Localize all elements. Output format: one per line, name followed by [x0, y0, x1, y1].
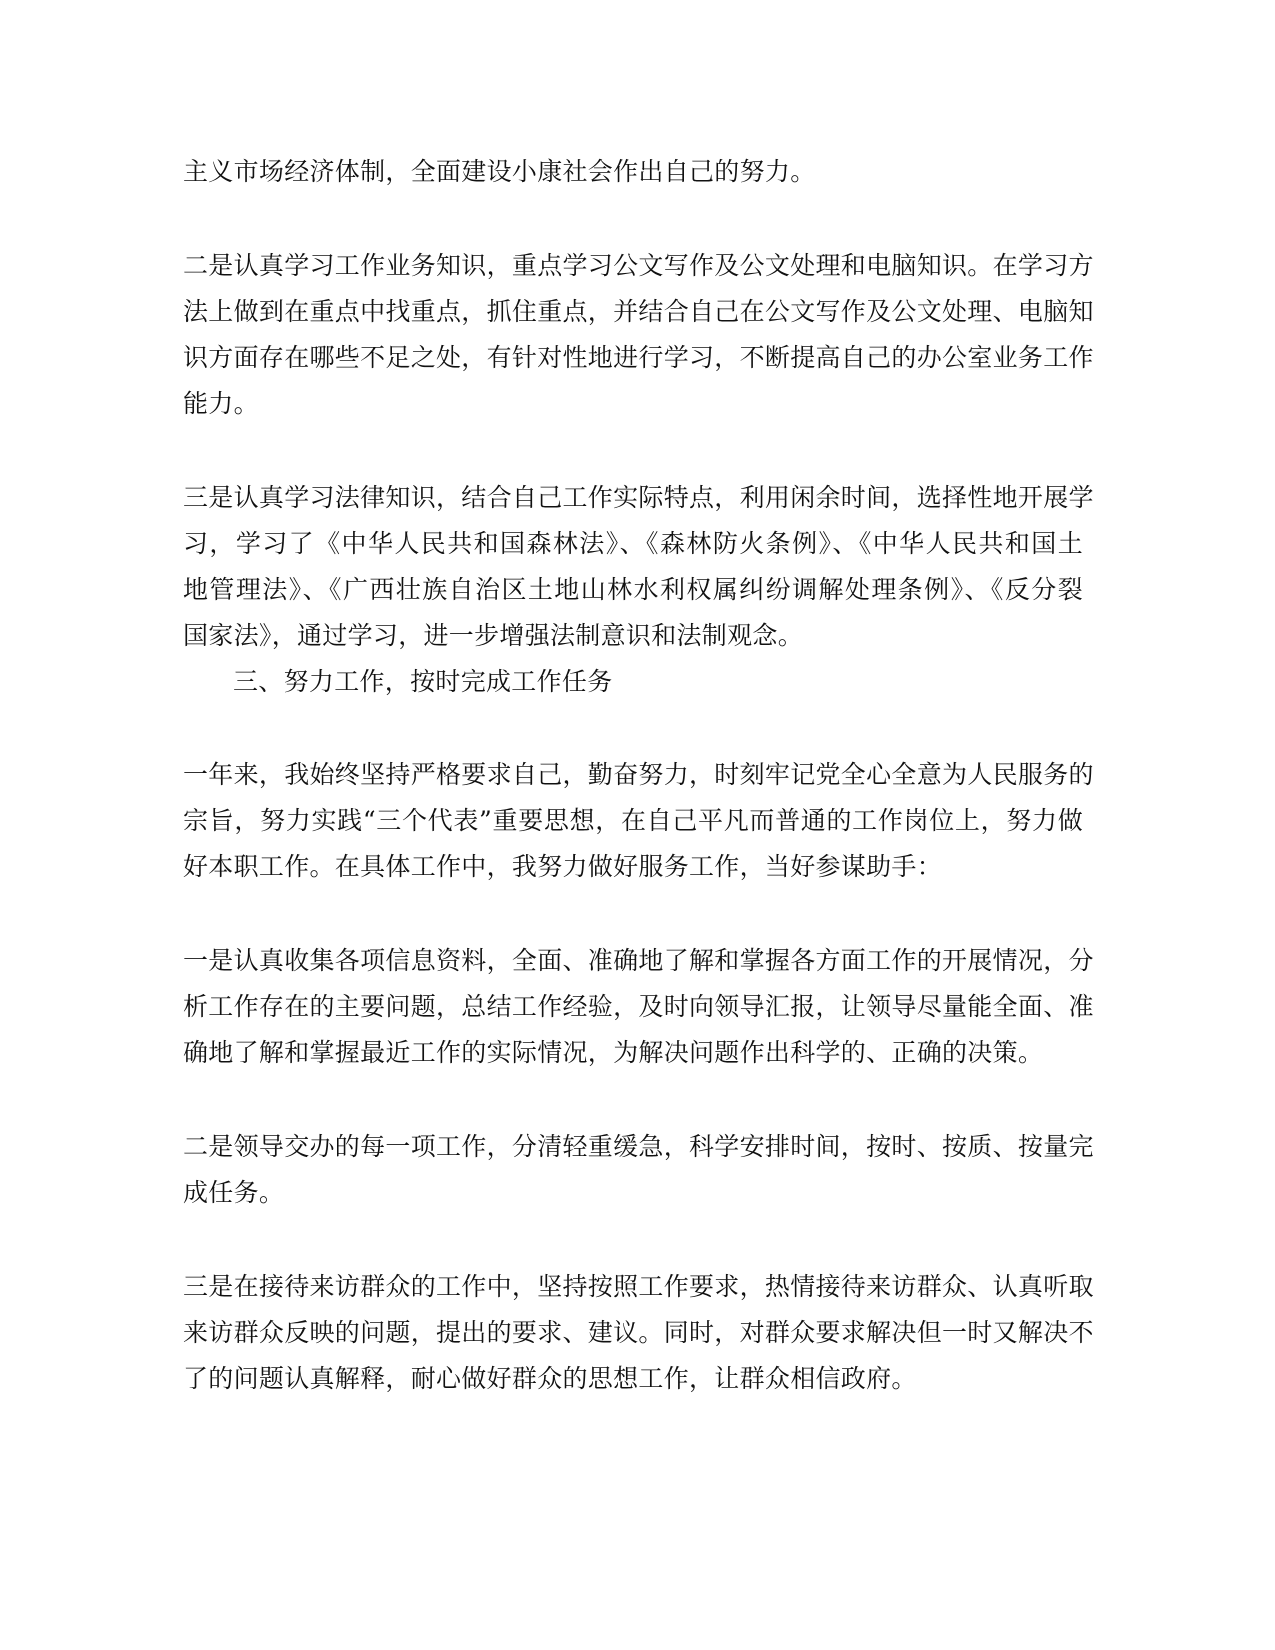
section-heading: 三、努力工作，按时完成工作任务: [233, 667, 613, 696]
text-line: 三是在接待来访群众的工作中，坚持按照工作要求，热情接待来访群众、认真听取: [183, 1272, 1094, 1301]
text-line: 了的问题认真解释，耐心做好群众的思想工作，让群众相信政府。: [183, 1364, 917, 1393]
text-line: 习，学习了《中华人民共和国森林法》、《森林防火条例》、《中华人民共和国土: [183, 529, 1083, 558]
text-line: 一是认真收集各项信息资料，全面、准确地了解和掌握各方面工作的开展情况，分: [183, 946, 1094, 975]
text-line: 地管理法》、《广西壮族自治区土地山林水利权属纠纷调解处理条例》、《反分裂: [183, 575, 1083, 604]
text-line: 一年来，我始终坚持严格要求自己，勤奋努力，时刻牢记党全心全意为人民服务的: [183, 760, 1094, 789]
text-line: 成任务。: [183, 1178, 285, 1207]
text-line: 析工作存在的主要问题，总结工作经验，及时向领导汇报，让领导尽量能全面、准: [183, 992, 1094, 1021]
text-line: 主义市场经济体制，全面建设小康社会作出自己的努力。: [183, 157, 816, 186]
text-line: 三是认真学习法律知识，结合自己工作实际特点，利用闲余时间，选择性地开展学: [183, 483, 1094, 512]
text-line: 法上做到在重点中找重点，抓住重点，并结合自己在公文写作及公文处理、电脑知: [183, 297, 1094, 326]
text-line: 好本职工作。在具体工作中，我努力做好服务工作，当好参谋助手：: [183, 852, 943, 881]
text-line: 识方面存在哪些不足之处，有针对性地进行学习，不断提高自己的办公室业务工作: [183, 343, 1094, 372]
text-line: 来访群众反映的问题，提出的要求、建议。同时，对群众要求解决但一时又解决不: [183, 1318, 1094, 1347]
text-line: 二是领导交办的每一项工作，分清轻重缓急，科学安排时间，按时、按质、按量完: [183, 1132, 1094, 1161]
text-line: 国家法》，通过学习，进一步增强法制意识和法制观念。: [183, 621, 804, 650]
text-line: 二是认真学习工作业务知识，重点学习公文写作及公文处理和电脑知识。在学习方: [183, 251, 1094, 280]
text-line: 宗旨，努力实践“三个代表”重要思想，在自己平凡而普通的工作岗位上，努力做: [183, 806, 1083, 835]
text-line: 确地了解和掌握最近工作的实际情况，为解决问题作出科学的、正确的决策。: [183, 1038, 1044, 1067]
text-line: 能力。: [183, 389, 259, 418]
